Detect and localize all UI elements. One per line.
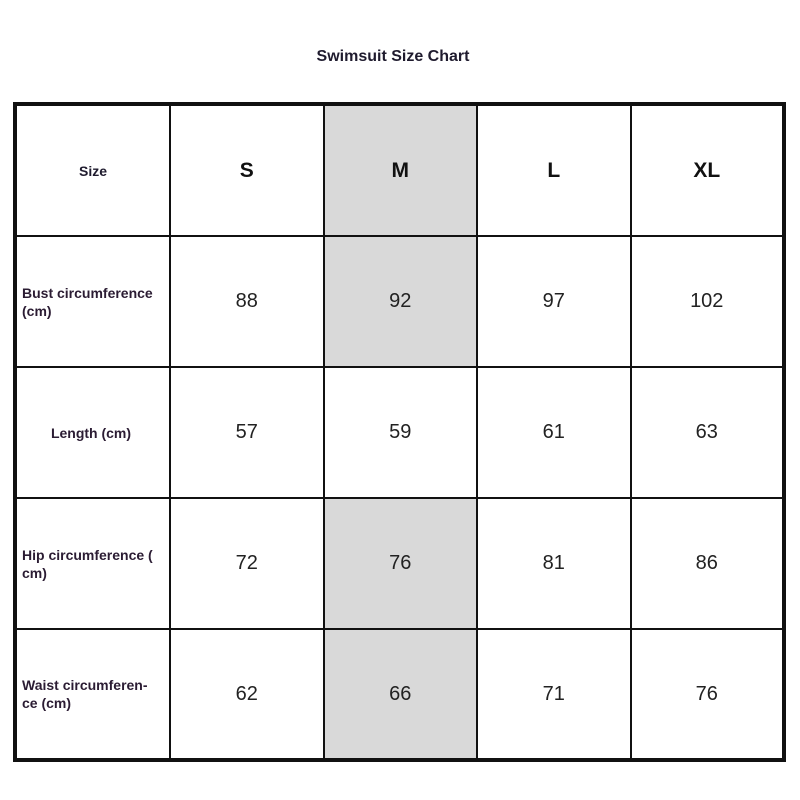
cell-waist-l: 71 — [477, 629, 631, 760]
size-chart-table — [13, 102, 786, 762]
cell-waist-xl: 76 — [631, 629, 785, 760]
row-label-bust: Bust circumference (cm) — [15, 236, 170, 367]
cell-hip-m: 76 — [324, 498, 478, 629]
cell-bust-m: 92 — [324, 236, 478, 367]
cell-hip-l: 81 — [477, 498, 631, 629]
cell-bust-l: 97 — [477, 236, 631, 367]
cell-hip-s: 72 — [170, 498, 324, 629]
cell-waist-m: 66 — [324, 629, 478, 760]
cell-hip-xl: 86 — [631, 498, 785, 629]
size-header-m: M — [324, 104, 478, 236]
size-header-s: S — [170, 104, 324, 236]
table-row-hip — [15, 498, 784, 629]
cell-length-xl: 63 — [631, 367, 785, 498]
cell-length-m: 59 — [324, 367, 478, 498]
cell-bust-s: 88 — [170, 236, 324, 367]
size-header-l: L — [477, 104, 631, 236]
table-row-bust — [15, 236, 784, 367]
table-row-length — [15, 367, 784, 498]
page-title: Swimsuit Size Chart — [316, 48, 470, 65]
cell-bust-xl: 102 — [631, 236, 785, 367]
row-label-length: Length (cm) — [15, 367, 170, 498]
table-row-waist — [15, 629, 784, 760]
size-header-xl: XL — [631, 104, 785, 236]
cell-length-s: 57 — [170, 367, 324, 498]
header-row — [15, 104, 784, 236]
cell-waist-s: 62 — [170, 629, 324, 760]
cell-length-l: 61 — [477, 367, 631, 498]
size-header-label: Size — [15, 104, 170, 236]
row-label-hip: Hip circumference ( cm) — [15, 498, 170, 629]
row-label-waist: Waist circumferen- ce (cm) — [15, 629, 170, 760]
